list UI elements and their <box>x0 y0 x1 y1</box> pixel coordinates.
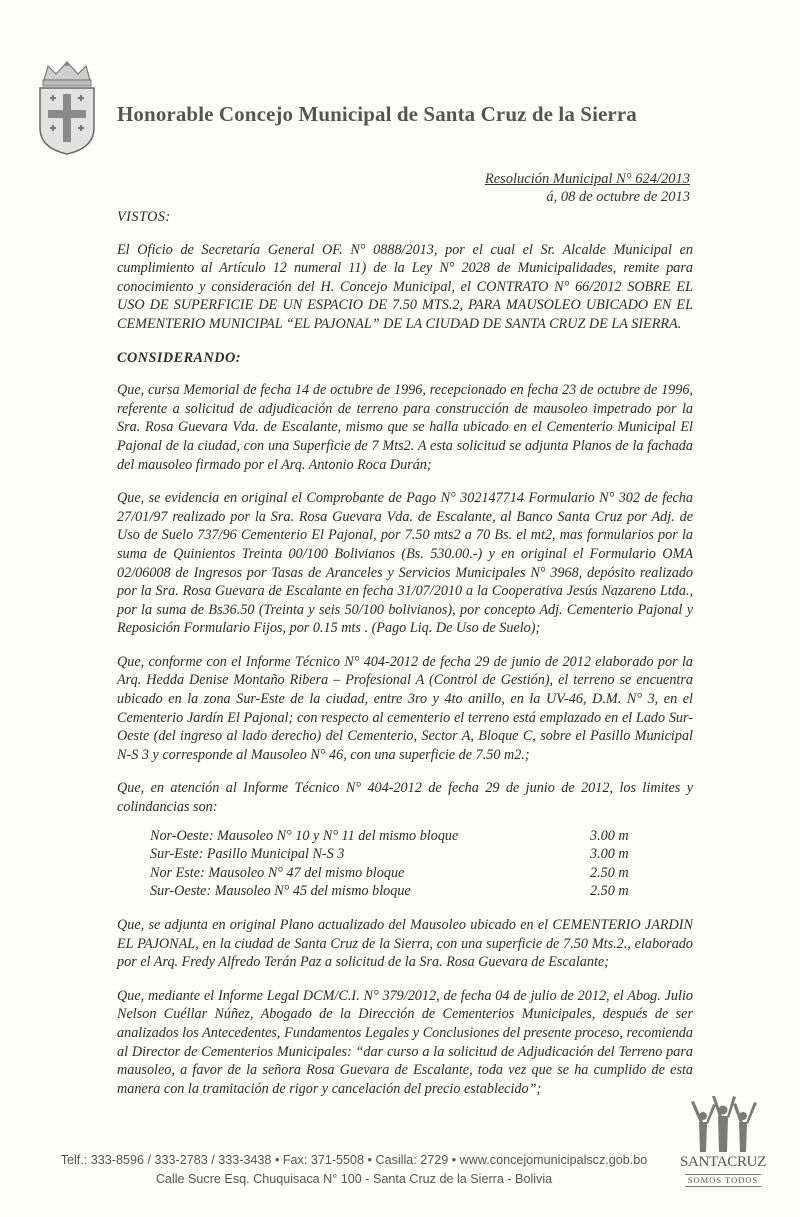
page-footer <box>44 1151 664 1189</box>
limit-side: Sur-Este: Pasillo Municipal N-S 3 <box>150 846 345 863</box>
paragraph: Que, en atención al Informe Técnico N° 404-2012 de fecha 29 de junio de 2012, los limites y colindancias son: <box>117 780 693 816</box>
limits-row <box>150 882 650 901</box>
raised-hands-people-icon <box>687 1096 759 1154</box>
limit-value: 2.50 m <box>590 864 629 881</box>
logo-slogan: SOMOS TODOS <box>685 1174 761 1187</box>
limit-side: Nor-Oeste: Mausoleo N° 10 y N° 11 del mismo bloque <box>150 827 459 844</box>
limit-value: 3.00 m <box>590 846 629 863</box>
resolution-number: Resolución Municipal N° 624/2013 <box>484 171 690 187</box>
limits-row <box>150 845 650 864</box>
limit-side: Sur-Oeste: Mausoleo N° 45 del mismo bloque <box>150 883 411 900</box>
document-body <box>117 208 693 1113</box>
resolution-block <box>485 170 690 206</box>
municipal-crest-icon <box>36 58 98 156</box>
limits-row <box>150 827 650 846</box>
paragraph: Que, conforme con el Informe Técnico N° 404-2012 de fecha 29 de junio de 2012 elaborado por la Arq. Hedda Denise Montaño Ribera – Profesional A (Control de Gestión), el terreno se encuentra ubicado en la zona Sur-Este de la ciudad, entre 3ro y 4to anillo, en la UV-46, D.M. N° 3, en el Cementerio Jardín El Pajonal; con respecto al cementerio el terreno está emplazado en el Lado Sur-Oeste (del ingreso al lado derecho) del Cementerio, Sector A, Bloque C, sobre el Pasillo Municipal N-S 3 y corresponde al Mausoleo N° 46, con una superficie de 7.50 m2.; <box>117 653 693 763</box>
considerando-heading: CONSIDERANDO: <box>117 349 241 366</box>
limits-row <box>150 864 650 883</box>
limit-value: 2.50 m <box>590 883 629 900</box>
paragraph: Que, mediante el Informe Legal DCM/C.I. N° 379/2012, de fecha 04 de julio de 2012, el Abog. Julio Nelson Cuéllar Núñez, Abogado de la Dirección de Cementerios Municipales, después de ser analizados los Antecedentes, Fundamentos Legales y Conclusiones del presente proceso, recomienda al Director de Cementerios Municipales: “dar curso a la solicitud de Adjudicación del Terreno para mausoleo, a favor de la señora Rosa Guevara de Escalante, toda vez que se ha cumplido de esta manera con la tramitación de rigor y cancelación del precio establecido”; <box>117 987 693 1097</box>
limit-value: 3.00 m <box>590 827 629 844</box>
limit-side: Nor Este: Mausoleo N° 47 del mismo bloque <box>150 864 405 881</box>
vistos-paragraph: El Oficio de Secretaría General OF. N° 0888/2013, por el cual el Sr. Alcalde Municipal en cumplimiento al Artículo 12 numeral 11) de la Ley N° 2028 de Municipalidades, remite para conocimiento y consideración del H. Concejo Municipal, el CONTRATO N° 66/2012 SOBRE EL USO DE SUPERFICIE DE UN ESPACIO DE 7.50 MTS.2, PARA MAUSOLEO UBICADO EN EL CEMENTERIO MUNICIPAL “EL PAJONAL” DE LA CIUDAD DE SANTA CRUZ DE LA SIERRA. <box>117 241 693 332</box>
resolution-date: á, 08 de octubre de 2013 <box>546 189 690 205</box>
paragraph: Que, se adjunta en original Plano actualizado del Mausoleo ubicado en el CEMENTERIO JARDIN EL PAJONAL, en la ciudad de Santa Cruz de la Sierra, con una superficie de 7.50 Mts.2., elaborado por el Arq. Fredy Alfredo Terán Paz a solicitud de la Sra. Rosa Guevara de Escalante; <box>117 917 693 971</box>
logo-brand: SANTACRUZ <box>679 1154 767 1170</box>
paragraph: Que, cursa Memorial de fecha 14 de octubre de 1996, recepcionado en fecha 23 de octubre de 1996, referente a solicitud de adjudicación de terreno para construcción de mausoleo impetrado por la Sra. Rosa Guevara Vda. de Escalante, mismo que se halla ubicado en el Cementerio Municipal El Pajonal de la ciudad, con una Superficie de 7 Mts2. A esta solicitud se adjunta Planos de la fachada del mausoleo firmado por el Arq. Antonio Roca Durán; <box>117 382 693 473</box>
santa-cruz-logo <box>678 1096 768 1192</box>
paragraph: Que, se evidencia en original el Comprobante de Pago N° 302147714 Formulario N° 302 de fecha 27/01/97 realizado por la Sra. Rosa Guevara Vda. de Escalante, al Banco Santa Cruz por Adj. de Uso de Suelo 737/96 Cementerio El Pajonal, por 7.50 mts2 a 70 Bs. el mt2, mas formularios por la suma de Quinientos Treinta 00/100 Bolivianos (Bs. 530.00.-) y en original el Formulario OMA 02/06008 de Ingresos por Tasas de Aranceles y Servicios Municipales N° 3968, depósito realizado por la Sra. Rosa Guevara de Escalante en fecha 31/07/2010 a la Cooperativa Jesús Nazareno Ltda., por la suma de Bs36.50 (Treinta y seis 50/100 bolivianos), por concepto Adj. Cementerio Pajonal y Reposición Formulario Fijos, por 0.15 mts . (Pago Liq. De Uso de Suelo); <box>117 490 693 637</box>
organization-title: Honorable Concejo Municipal de Santa Cruz de la Sierra <box>117 102 637 126</box>
vistos-heading: VISTOS: <box>117 209 171 225</box>
footer-contact: Telf.: 333-8596 / 333-2783 / 333-3438 • Fax: 371-5508 • Casilla: 2729 • www.concejomunicipalscz.gob.bo <box>60 1153 648 1167</box>
limits-table <box>150 827 650 901</box>
footer-address: Calle Sucre Esq. Chuquisaca N° 100 - Santa Cruz de la Sierra - Bolivia <box>155 1172 553 1186</box>
